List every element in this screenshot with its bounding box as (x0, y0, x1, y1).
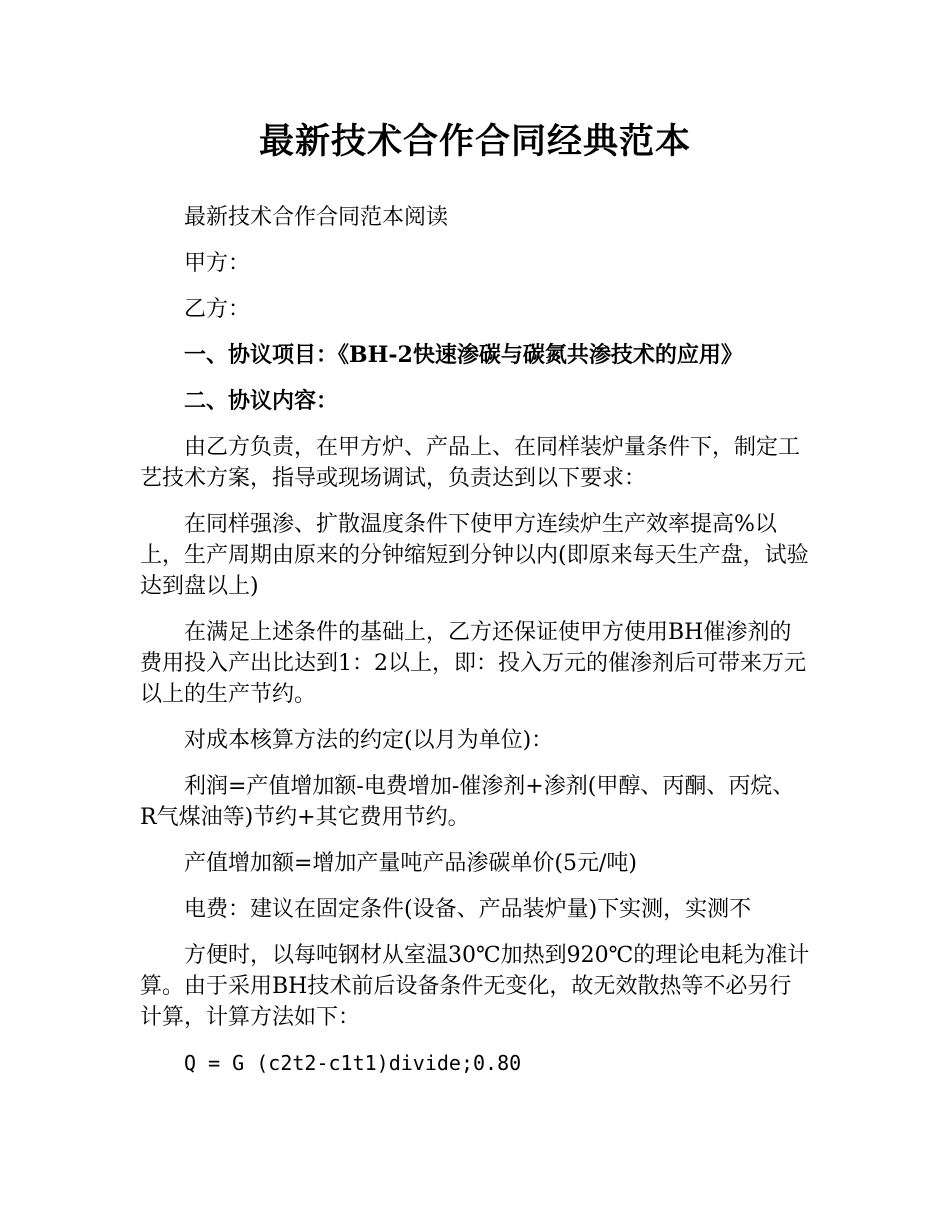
paragraph-profit-formula: 利润=产值增加额-电费增加-催渗剂+渗剂(甲醇、丙酮、丙烷、R气煤油等)节约+其它费用节约。 (140, 774, 795, 830)
paragraph-intro: 最新技术合作合同范本阅读 (184, 205, 449, 230)
paragraph-efficiency: 在同样强渗、扩散温度条件下使甲方连续炉生产效率提高%以上，生产周期由原来的分钟缩短到分钟以内(即原来每天生产盘，试验达到盘以上) (140, 512, 809, 599)
paragraph-electricity: 电费：建议在固定条件(设备、产品装炉量)下实测，实测不 (184, 897, 752, 922)
paragraph-formula: Q = G (c2t2-c1t1)divide;0.80 (184, 1051, 522, 1075)
paragraph-responsibility: 由乙方负责，在甲方炉、产品上、在同样装炉量条件下，制定工艺技术方案，指导或现场调试，负责达到以下要求： (140, 435, 801, 491)
paragraph-cost-ratio: 在满足上述条件的基础上，乙方还保证使甲方使用BH催渗剂的费用投入产出比达到1：2以上，即：投入万元的催渗剂后可带来万元以上的生产节约。 (140, 620, 806, 707)
document-title: 最新技术合作合同经典范本 (258, 122, 691, 162)
paragraph-cost-method: 对成本核算方法的约定(以月为单位)： (184, 728, 554, 753)
paragraph-party-a: 甲方： (184, 251, 251, 276)
paragraph-party-b: 乙方： (184, 297, 251, 322)
section-heading-content: 二、协议内容： (184, 388, 339, 414)
section-heading-project: 一、协议项目：《BH-2快速渗碳与碳氮共渗技术的应用》 (184, 342, 743, 368)
paragraph-calculation: 方便时，以每吨钢材从室温30℃加热到920℃的理论电耗为准计算。由于采用BH技术前后设备条件无变化，故无效散热等不必另行计算，计算方法如下： (140, 943, 810, 1030)
document-page (140, 112, 810, 1094)
paragraph-output-value: 产值增加额=增加产量吨产品渗碳单价(5元/吨) (184, 851, 638, 876)
